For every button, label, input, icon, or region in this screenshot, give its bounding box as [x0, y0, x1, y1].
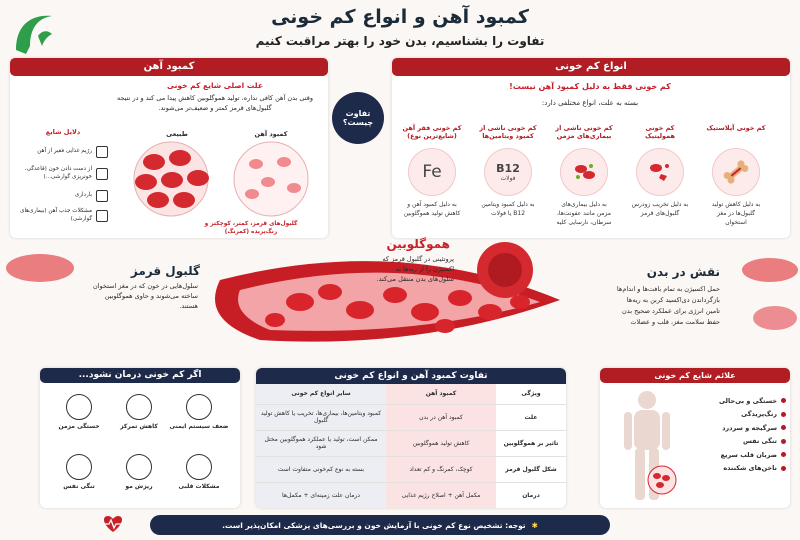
vitamin-b12-icon — [484, 148, 532, 196]
pregnancy-icon — [96, 190, 108, 202]
bone-marrow-icon — [712, 148, 760, 196]
table-header: ویژگی — [496, 384, 566, 404]
bullet-icon — [781, 425, 786, 430]
type-title: کم خونی ناشی از کمبود ویتامین‌ها — [479, 124, 537, 141]
symptom-label: سرگیجه و سردرد — [722, 423, 777, 432]
table-row — [256, 404, 566, 430]
symptom-item — [690, 448, 786, 462]
type-desc: به دلیل کمبود آهن و کاهش تولید هموگلوبین — [403, 201, 461, 217]
untreated-item — [168, 394, 230, 430]
comparison-panel — [256, 368, 566, 508]
food-icon — [96, 146, 108, 158]
logo-icon — [8, 6, 60, 58]
difference-text: تفاوت چیست؟ — [342, 109, 374, 127]
chronic-disease-icon — [560, 148, 608, 196]
hemolytic-cells-icon — [636, 148, 684, 196]
type-symbol: B12 — [496, 162, 520, 175]
role-item: تامین انرژی برای عملکرد صحیح بدن — [622, 307, 720, 316]
table-cell: شکل گلبول قرمز — [496, 456, 566, 482]
type-desc: به دلیل کمبود ویتامین B12 یا فولات — [481, 201, 535, 217]
anemia-intro: بسته به علت، انواع مختلفی دارد: — [541, 99, 639, 107]
table-row — [256, 430, 566, 456]
page-subtitle: تفاوت را بشناسیم، بدن خود را بهتر مراقبت کنیم — [255, 34, 545, 48]
table-row — [256, 482, 566, 508]
comparison-heading: تفاوت کمبود آهن و انواع کم خونی — [256, 368, 566, 384]
role-item: حمل اکسیژن به تمام بافت‌ها و اندام‌ها — [616, 285, 720, 293]
table-cell: کمبود آهن در بدن — [386, 404, 496, 430]
cause-text: مشکلات جذب آهن (بیماری‌های گوارشی) — [20, 208, 92, 222]
hemoglobin-text: پروتئینی در گلبول قرمز که اکسیژن را از ریه‌ها به سلول‌های بدن منتقل می‌کند. — [376, 255, 454, 283]
iron-cause-title: علت اصلی شایع کم خونی — [167, 81, 263, 90]
untreated-item — [48, 454, 110, 490]
table-cell: کاهش تولید هموگلوبین — [386, 430, 496, 456]
red-cell-heading: گلبول قرمز — [130, 264, 200, 278]
bullet-icon — [781, 439, 786, 444]
lightbulb-icon: ✱ — [531, 520, 538, 530]
fatigue-icon — [66, 394, 92, 420]
untreated-item — [168, 454, 230, 490]
cause-item — [18, 146, 108, 158]
untreated-label: کاهش تمرکز — [120, 423, 158, 430]
untreated-heading: اگر کم خونی درمان نشود... — [40, 368, 240, 383]
deficient-label: کمبود آهن — [254, 130, 288, 138]
difference-bubble — [332, 92, 384, 144]
footer-note: توجه: تشخیص نوع کم خونی با آزمایش خون و بررسی‌های پزشکی امکان‌پذیر است. — [222, 520, 526, 530]
symptom-item — [690, 435, 786, 449]
untreated-label: تنگی نفس — [63, 483, 95, 490]
table-cell: بسته به نوع کم‌خونی متفاوت است — [256, 456, 386, 482]
type-desc: به دلیل کاهش تولید گلبول‌ها در مغز استخوان — [711, 201, 761, 226]
iron-deficiency-heading: کمبود آهن — [10, 58, 328, 76]
immune-icon — [186, 394, 212, 420]
symptom-label: ناخن‌های شکننده — [723, 464, 777, 473]
type-symbol-sub: فولات — [500, 175, 516, 182]
type-desc: به دلیل بیماری‌های مزمن مانند عفونت‌ها، سرطان، نارسایی کلیه — [556, 201, 612, 226]
type-title: کم خونی ناشی از بیماری‌های مزمن — [555, 124, 613, 141]
bullet-icon — [781, 466, 786, 471]
bullet-icon — [781, 412, 786, 417]
heart-problem-icon — [186, 454, 212, 480]
table-cell: ممکن است، تولید یا عملکرد هموگلوبین مختل شود — [256, 430, 386, 456]
blood-loss-icon — [96, 168, 108, 180]
type-title: کم خونی همولیتیک — [645, 124, 675, 141]
untreated-item — [108, 394, 170, 430]
table-header: کمبود آهن — [386, 384, 496, 404]
symptom-label: ضربان قلب سریع — [720, 450, 777, 459]
iron-description: وقتی بدن آهن کافی نداره، تولید هموگلوبین کاهش پیدا می کند و در نتیجه گلبول‌های قرمز کمتر و ضعیف‌تر می‌شوند. — [116, 94, 314, 112]
body-role-list — [584, 284, 720, 328]
bullet-icon — [781, 398, 786, 403]
cause-item — [18, 166, 108, 182]
untreated-item — [48, 394, 110, 430]
table-cell: کمبود ویتامین‌ها، بیماری‌ها، تخریب یا کاهش تولید گلبول — [256, 404, 386, 430]
footer-bar — [150, 515, 610, 535]
table-cell: درمان علت زمینه‌ای + مکمل‌ها — [256, 482, 386, 508]
symptoms-list — [690, 394, 786, 475]
normal-label: طبیعی — [166, 130, 188, 138]
bullet-icon — [781, 452, 786, 457]
iron-symbol-icon — [408, 148, 456, 196]
symptom-item — [690, 408, 786, 422]
anemia-type-card — [478, 124, 538, 218]
untreated-label: خستگی مزمن — [58, 423, 100, 430]
untreated-label: ضعف سیستم ایمنی — [169, 423, 229, 430]
body-role-heading: نقش در بدن — [646, 265, 720, 279]
cause-text: از دست دادن خون (قاعدگی، خونریزی گوارشی...) — [24, 166, 92, 180]
table-cell: کوچک، کمرنگ و کم تعداد — [386, 456, 496, 482]
deficient-blood-cells-illustration — [224, 140, 318, 218]
anemia-types-heading: انواع کم خونی — [392, 58, 790, 76]
table-cell: مکمل آهن + اصلاح رژیم غذایی — [386, 482, 496, 508]
type-title: کم خونی آپلاستیک — [706, 124, 766, 132]
red-cell-text: سلول‌هایی در خون که در مغز استخوان ساخته می‌شوند و حاوی هموگلوبین هستند. — [92, 282, 198, 310]
comparison-table — [256, 384, 566, 508]
symptom-item — [690, 462, 786, 476]
symptom-label: رنگ‌پریدگی — [741, 410, 777, 419]
anemia-type-card — [554, 124, 614, 227]
focus-icon — [126, 394, 152, 420]
table-cell: تاثیر بر هموگلوبین — [496, 430, 566, 456]
page-title: کمبود آهن و انواع کم خونی — [271, 6, 529, 28]
table-cell: درمان — [496, 482, 566, 508]
hemoglobin-heading: هموگلوبین — [386, 237, 450, 251]
role-item: بازگرداندن دی‌اکسید کربن به ریه‌ها — [626, 296, 720, 305]
anemia-note: کم خونی فقط به دلیل کمبود آهن نیست! — [509, 82, 671, 91]
breathless-icon — [66, 454, 92, 480]
untreated-label: مشکلات قلبی — [178, 483, 220, 490]
causes-title: دلایل شایع — [45, 128, 81, 136]
anemia-type-card — [706, 124, 766, 227]
untreated-label: ریزش مو — [125, 483, 153, 490]
table-row — [256, 456, 566, 482]
symptom-label: تنگی نفس — [742, 437, 777, 446]
cause-item — [18, 190, 108, 202]
cause-item — [18, 208, 108, 224]
table-header-row — [256, 384, 566, 404]
anemia-type-card — [402, 124, 462, 218]
table-cell: علت — [496, 404, 566, 430]
role-item: حفظ سلامت مغز، قلب و عضلات — [630, 318, 720, 327]
symptom-label: خستگی و بی‌حالی — [718, 396, 777, 405]
stomach-icon — [96, 210, 108, 222]
human-body-icon — [610, 388, 684, 504]
normal-blood-cells-illustration — [124, 140, 218, 218]
cause-text: بارداری — [74, 192, 92, 199]
symptom-item — [690, 394, 786, 408]
symptoms-heading: علائم شایع کم خونی — [600, 368, 790, 383]
type-symbol: Fe — [422, 162, 442, 182]
heartbeat-icon — [100, 514, 126, 534]
symptom-item — [690, 421, 786, 435]
cause-text: رژیم غذایی فقیر از آهن — [37, 148, 92, 155]
hair-loss-icon — [126, 454, 152, 480]
type-desc: به دلیل تخریب زودرس گلبول‌های قرمز — [631, 201, 689, 217]
table-header: سایر انواع کم خونی — [256, 384, 386, 404]
deficient-caption: گلبول‌های قرمز، کمتر، کوچکتر و رنگ‌پریده (کمرنگ) — [204, 221, 298, 236]
type-title: کم خونی فقر آهن (شایع‌ترین نوع) — [402, 124, 462, 141]
untreated-item — [108, 454, 170, 490]
anemia-type-card — [630, 124, 690, 218]
